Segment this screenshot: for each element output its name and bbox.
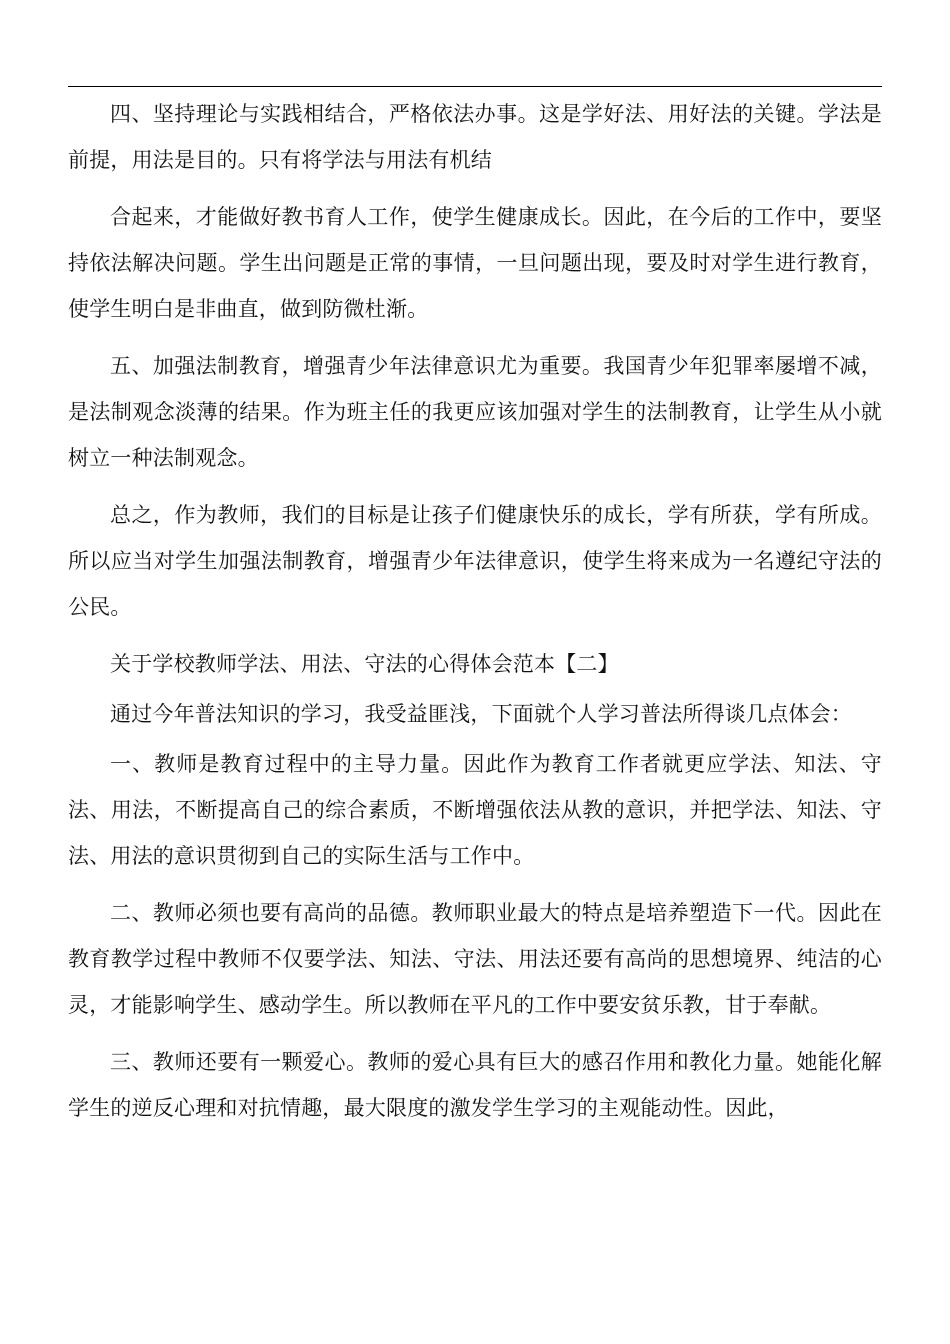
section-heading-two: 关于学校教师学法、用法、守法的心得体会范本【二】: [110, 652, 619, 676]
header-rule: [68, 86, 882, 87]
paragraph-3-love: 三、教师还要有一颗爱心。教师的爱心具有巨大的感召作用和教化力量。她能化解学生的逆反心理和对抗情趣，最大限度的激发学生学习的主观能动性。因此，: [68, 1050, 882, 1120]
paragraph-intro: 通过今年普法知识的学习，我受益匪浅，下面就个人学习普法所得谈几点体会：: [110, 702, 852, 726]
paragraph-5-legal-education: 五、加强法制教育，增强青少年法律意识尤为重要。我国青少年犯罪率屡增不减，是法制观念淡薄的结果。作为班主任的我更应该加强对学生的法制教育，让学生从小就树立一种法制观念。: [68, 354, 882, 470]
paragraph-1-guiding-force: 一、教师是教育过程中的主导力量。因此作为教育工作者就更应学法、知法、守法、用法，不断提高自己的综合素质，不断增强依法从教的意识，并把学法、知法、守法、用法的意识贯彻到自己的实际生活与工作中。: [68, 752, 882, 868]
document-body: [68, 91, 882, 1142]
paragraph-conclusion: 总之，作为教师，我们的目标是让孩子们健康快乐的成长，学有所获，学有所成。所以应当对学生加强法制教育，增强青少年法律意识，使学生将来成为一名遵纪守法的公民。: [68, 503, 882, 619]
paragraph-4-practice: 四、坚持理论与实践相结合，严格依法办事。这是学好法、用好法的关键。学法是前提，用法是目的。只有将学法与用法有机结: [68, 102, 882, 172]
paragraph-2-moral-character: 二、教师必须也要有高尚的品德。教师职业最大的特点是培养塑造下一代。因此在教育教学过程中教师不仅要学法、知法、守法、用法还要有高尚的思想境界、纯洁的心灵，才能影响学生、感动学生。所以教师在平凡的工作中要安贫乐教，甘于奉献。: [68, 901, 882, 1017]
paragraph-4-continued: 合起来，才能做好教书育人工作，使学生健康成长。因此，在今后的工作中，要坚持依法解决问题。学生出问题是正常的事情，一旦问题出现，要及时对学生进行教育，使学生明白是非曲直，做到防微杜渐。: [68, 205, 882, 321]
